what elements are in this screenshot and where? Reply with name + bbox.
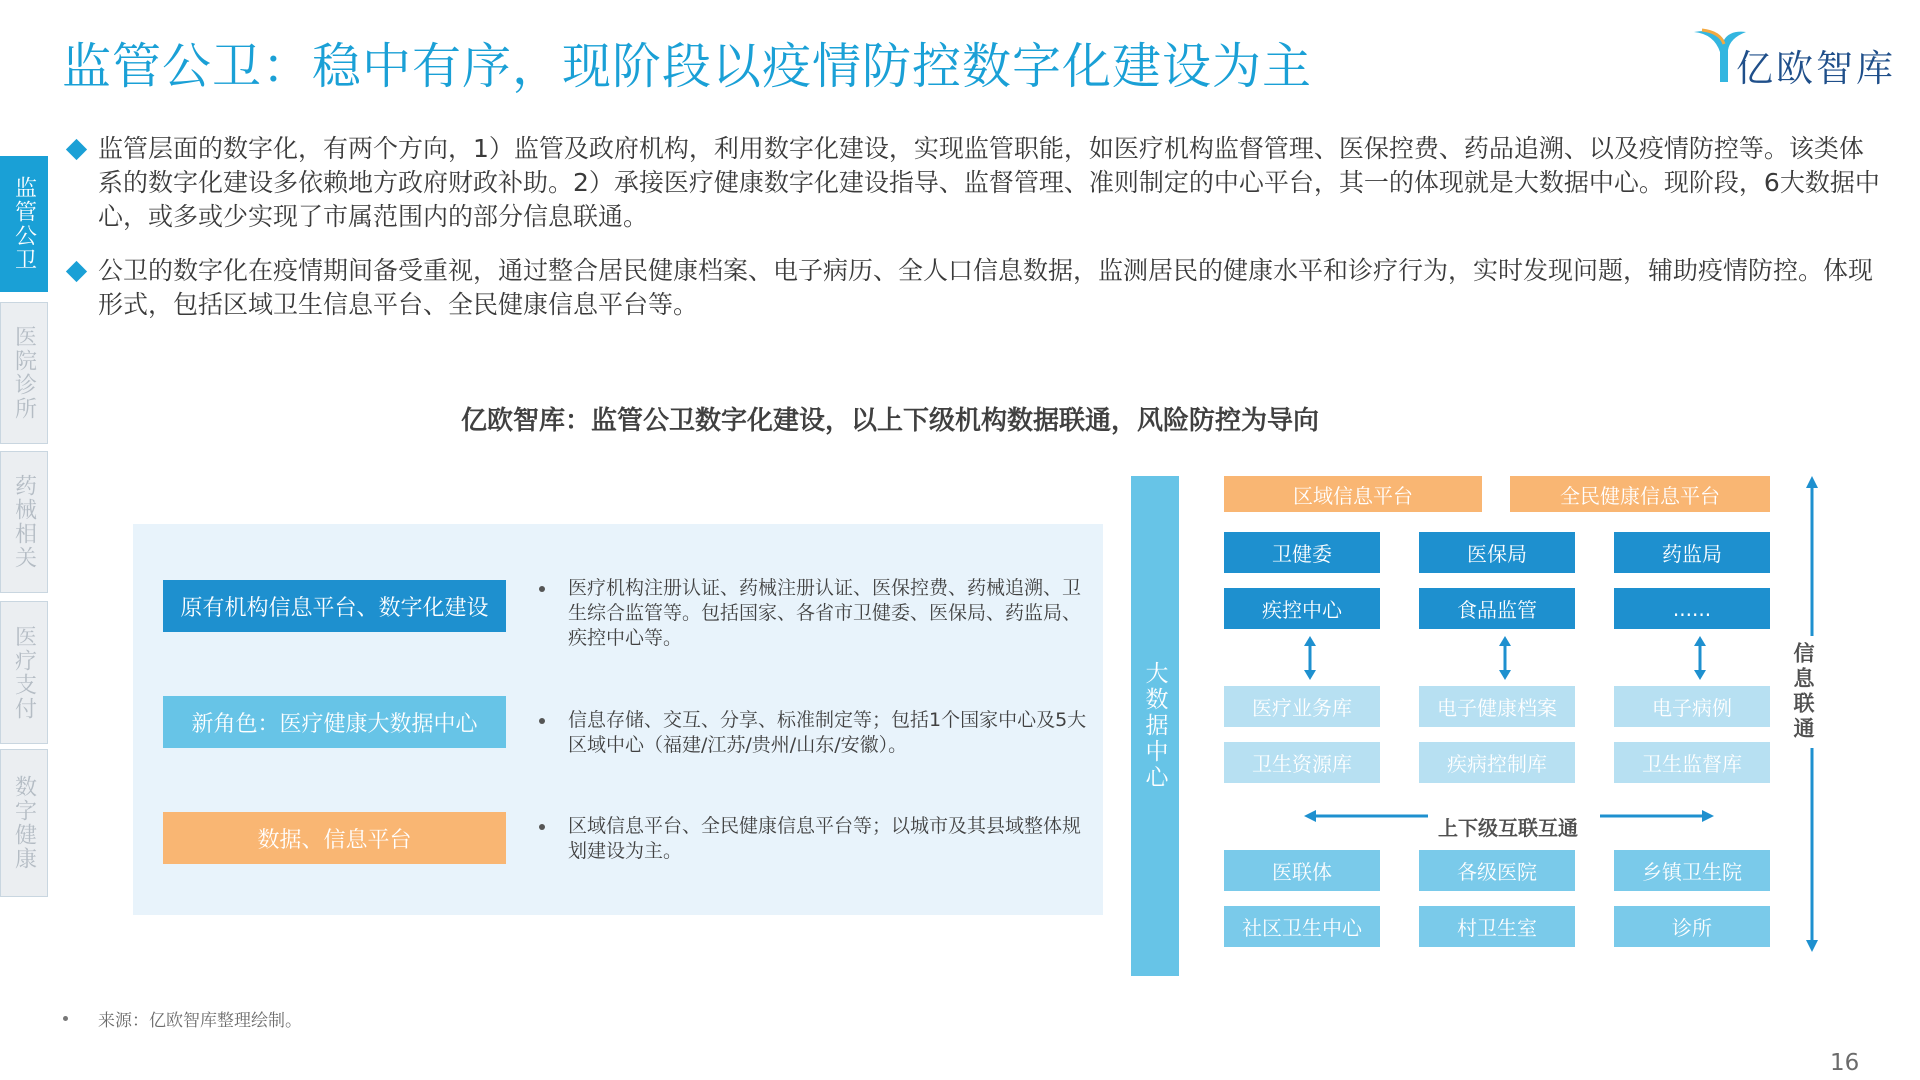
bigdata-center-bar (1131, 476, 1179, 976)
page-title: 监管公卫：稳中有序，现阶段以疫情防控数字化建设为主 (62, 38, 1313, 95)
double-arrow-icon (1302, 636, 1318, 680)
diamond-bullet-icon (66, 261, 87, 282)
bullet-paragraph: 公卫的数字化在疫情期间备受重视，通过整合居民健康档案、电子病历、全人口信息数据，监测居民的健康水平和诊疗行为，实时发现问题，辅助疫情防控。体现形式，包括区域卫生信息平台、全民健康信息平台等。 (98, 256, 1874, 319)
institution-box: 乡镇卫生院 (1614, 850, 1770, 891)
database-box: 疾病控制库 (1419, 742, 1575, 783)
desc-bigdata-center: 信息存储、交互、分享、标准制定等；包括1个国家中心及5大区域中心（福建/江苏/贵州/山东/安徽）。 (568, 709, 1087, 756)
label-info-platform: 数据、信息平台 (163, 812, 506, 864)
agency-box: 疾控中心 (1224, 588, 1380, 629)
database-box: 电子健康档案 (1419, 686, 1575, 727)
platform-regional: 区域信息平台 (1224, 476, 1482, 512)
institution-box: 各级医院 (1419, 850, 1575, 891)
agency-box: 医保局 (1419, 532, 1575, 573)
side-tab-pharma[interactable]: 药械相关 (0, 451, 48, 593)
agency-box: 卫健委 (1224, 532, 1380, 573)
side-tab-digital-health[interactable]: 数字健康 (0, 749, 48, 897)
arrow-right-icon (1600, 808, 1714, 824)
institution-box: 医联体 (1224, 850, 1380, 891)
institution-box: 诊所 (1614, 906, 1770, 947)
bullet-dot (539, 824, 545, 830)
bullet-dot (539, 718, 545, 724)
database-box: 卫生监督库 (1614, 742, 1770, 783)
side-tab-hospital[interactable]: 医院诊所 (0, 302, 48, 444)
platform-national-health: 全民健康信息平台 (1510, 476, 1770, 512)
double-arrow-icon (1692, 636, 1708, 680)
agency-box: ...... (1614, 588, 1770, 629)
side-tab-supervision[interactable]: 监管公卫 (0, 156, 48, 292)
arrow-left-icon (1304, 808, 1428, 824)
diamond-bullet-icon (66, 139, 87, 160)
bullet-dot (539, 586, 545, 592)
label-bigdata-center: 新角色：医疗健康大数据中心 (163, 696, 506, 748)
source-note: 来源：亿欧智库整理绘制。 (98, 1011, 302, 1031)
agency-box: 药监局 (1614, 532, 1770, 573)
interconnect-label: 上下级互联互通 (1438, 816, 1578, 840)
logo-text: 亿欧智库 (1736, 47, 1896, 90)
agency-box: 食品监管 (1419, 588, 1575, 629)
figure-title: 亿欧智库：监管公卫数字化建设，以上下级机构数据联通，风险防控为导向 (460, 406, 1319, 436)
page-number: 16 (1830, 1050, 1860, 1076)
double-arrow-icon (1497, 636, 1513, 680)
desc-existing-platforms: 医疗机构注册认证、药械注册认证、医保控费、药械追溯、卫生综合监管等。包括国家、各省市卫健委、医保局、药监局、疾控中心等。 (568, 577, 1082, 649)
label-existing-platforms: 原有机构信息平台、数字化建设 (163, 580, 506, 632)
bullet-paragraph: 监管层面的数字化，有两个方向，1）监管及政府机构，利用数字化建设，实现监管职能，如医疗机构监督管理、医保控费、药品追溯、以及疫情防控等。该类体系的数字化建设多依赖地方政府财政补助。2）承接医疗健康数字化建设指导、监督管理、准则制定的中心平台，其一的体现就是大数据中心。现阶段，6大数据中心，或多或少实现了市属范围内的部分信息联通。 (98, 134, 1880, 231)
institution-box: 村卫生室 (1419, 906, 1575, 947)
database-box: 医疗业务库 (1224, 686, 1380, 727)
desc-info-platform: 区域信息平台、全民健康信息平台等；以城市及其县域整体规划建设为主。 (568, 815, 1082, 862)
bigdata-center-label: 大数据中心 (1141, 661, 1168, 791)
institution-box: 社区卫生中心 (1224, 906, 1380, 947)
side-tab-payment[interactable]: 医疗支付 (0, 601, 48, 744)
database-box: 卫生资源库 (1224, 742, 1380, 783)
database-box: 电子病例 (1614, 686, 1770, 727)
bullet-dot (63, 1016, 68, 1021)
info-link-label: 信息联通 (1788, 636, 1818, 748)
